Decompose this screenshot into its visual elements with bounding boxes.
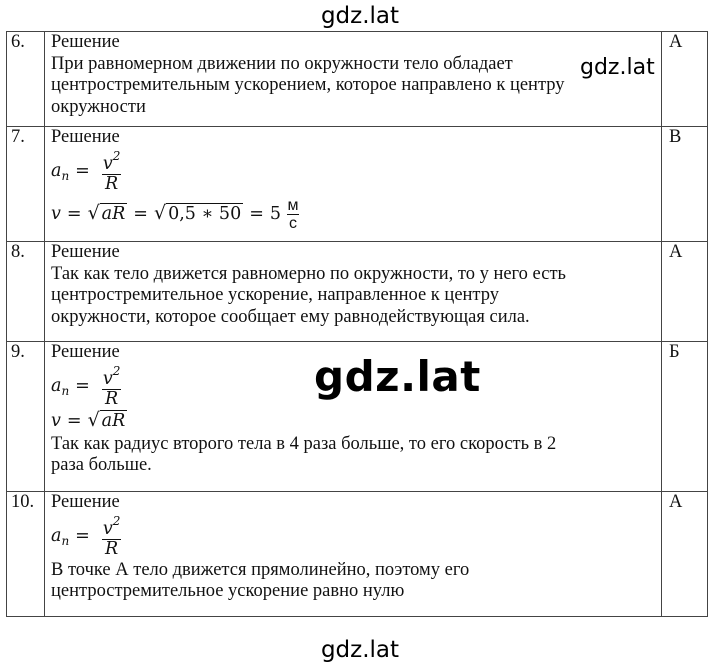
- watermark-bottom: gdz.lat: [320, 637, 400, 663]
- formula-subscript: n: [61, 533, 70, 548]
- square-root: √ 0,5 ∗ 50: [153, 202, 242, 225]
- solution-text-line: В точке А тело движется прямолинейно, поэтому его: [51, 559, 470, 580]
- equals-sign: =: [66, 410, 82, 431]
- fraction: [100, 514, 124, 559]
- equals-sign: =: [66, 203, 82, 224]
- row-number: 6.: [7, 32, 45, 127]
- radicand: aR: [101, 411, 126, 432]
- watermark-inline: gdz.lat: [580, 55, 655, 80]
- row-answer: А: [662, 242, 708, 342]
- row-number: 8.: [7, 242, 45, 342]
- row-number: 9.: [7, 342, 45, 492]
- formula-subscript: n: [61, 168, 70, 183]
- result-value: 5: [269, 203, 282, 224]
- radicand: 0,5 ∗ 50: [168, 204, 242, 225]
- solution-heading: Решение: [51, 342, 120, 362]
- formula-speed: [51, 195, 661, 235]
- solution-text-line: окружности, которое сообщает ему равнодействующая сила.: [51, 306, 530, 327]
- row-solution: [45, 32, 662, 127]
- row-solution: [45, 242, 662, 342]
- unit-numerator: м: [287, 197, 299, 214]
- unit-denominator: с: [289, 215, 298, 232]
- table-row-10: [7, 492, 708, 617]
- fraction: [100, 364, 124, 409]
- solution-text-line: центростремительное ускорение, направленное к центру: [51, 285, 500, 305]
- radicand: aR: [101, 204, 126, 225]
- unit-fraction: [287, 197, 299, 232]
- solution-heading: Решение: [51, 127, 120, 147]
- solution-text-line: окружности: [51, 96, 146, 117]
- fraction-numerator: v: [102, 368, 113, 389]
- solution-text-line: центростремительным ускорением, которое направлено к центру: [51, 75, 565, 95]
- formula-lhs: v: [51, 203, 61, 224]
- equals-sign: =: [75, 525, 90, 546]
- solution-text-line: При равномерном движении по окружности тело обладает: [51, 53, 513, 74]
- solution-text-line: центростремительное ускорение равно нулю: [51, 581, 405, 601]
- solution-heading: Решение: [51, 32, 120, 52]
- row-answer: А: [662, 32, 708, 127]
- equals-sign: =: [249, 203, 264, 224]
- solutions-table: [6, 31, 708, 617]
- formula-lhs: v: [51, 410, 61, 431]
- fraction-numerator: v: [102, 153, 113, 174]
- solution-text-line: Так как тело движется равномерно по окружности, то у него есть: [51, 263, 566, 284]
- square-root: √ aR: [87, 202, 126, 225]
- solution-heading: Решение: [51, 242, 120, 262]
- fraction-denominator: R: [102, 389, 121, 409]
- equals-sign: =: [75, 375, 90, 396]
- row-answer: Б: [662, 342, 708, 492]
- formula-lhs: a: [51, 525, 62, 546]
- exponent: 2: [112, 149, 121, 164]
- table-row-8: [7, 242, 708, 342]
- table-row-7: [7, 127, 708, 242]
- exponent: 2: [112, 364, 121, 379]
- row-solution: [45, 127, 662, 242]
- square-root: √ aR: [87, 409, 126, 432]
- row-number: 10.: [7, 492, 45, 617]
- fraction-denominator: R: [102, 539, 121, 559]
- watermark-center: gdz.lat: [314, 352, 481, 401]
- formula-subscript: n: [61, 383, 70, 398]
- fraction: [100, 149, 124, 194]
- exponent: 2: [112, 514, 121, 529]
- watermark-top: gdz.lat: [320, 3, 400, 29]
- solution-heading: Решение: [51, 492, 120, 512]
- row-solution: [45, 492, 662, 617]
- formula-speed: [51, 410, 661, 434]
- equals-sign: =: [133, 203, 148, 224]
- formula-lhs: a: [51, 375, 62, 396]
- equals-sign: =: [75, 160, 90, 181]
- solution-text-line: Так как радиус второго тела в 4 раза больше, то его скорость в 2: [51, 433, 557, 454]
- fraction-denominator: R: [102, 174, 121, 194]
- solution-text-line: раза больше.: [51, 455, 152, 475]
- fraction-numerator: v: [102, 518, 113, 539]
- row-answer: А: [662, 492, 708, 617]
- row-number: 7.: [7, 127, 45, 242]
- formula-centripetal: [51, 514, 661, 560]
- formula-centripetal: [51, 149, 661, 195]
- row-answer: В: [662, 127, 708, 242]
- formula-lhs: a: [51, 160, 62, 181]
